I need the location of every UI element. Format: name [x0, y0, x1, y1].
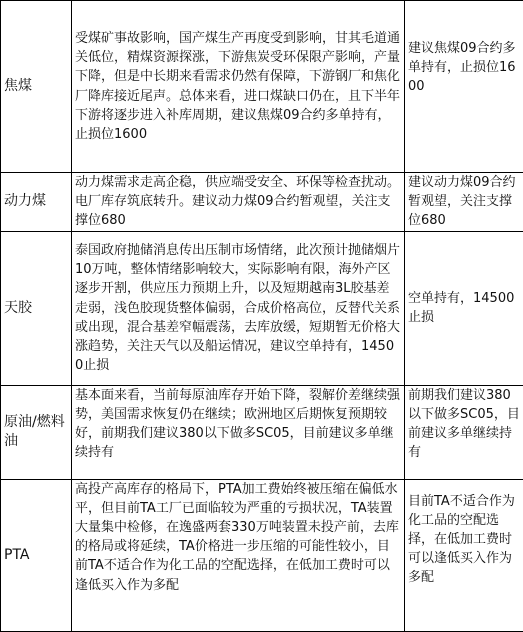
trade-suggestion: 建议焦煤09合约多单持有，止损位1600 — [405, 1, 523, 173]
table-row — [1, 479, 523, 631]
market-analysis: 动力煤需求走高企稳，供应端受安全、环保等检查扰动。电厂库存筑底转升。建议动力煤09合约暂观望，关注支撑位680 — [72, 173, 405, 232]
trade-suggestion: 空单持有，14500止损 — [405, 231, 523, 385]
market-analysis: 受煤矿事故影响，国产煤生产再度受到影响，甘其毛道通关低位，精煤资源探涨，下游焦炭受环保限产影响，产量下降，但是中长期来看需求仍然有保障，下游钢厂和焦化厂降库接近尾声。总体来看，进口煤缺口仍在，且下半年下游将逐步进入补库周期，建议焦煤09合约多单持有，止损位1600 — [72, 1, 405, 173]
market-analysis: 基本面来看，当前每原油库存开始下降，裂解价差继续强势，美国需求恢复仍在继续；欧洲地区后期恢复预期较好，前期我们建议380以下做多SC05，目前建议多单继续持有 — [72, 385, 405, 479]
trade-suggestion: 建议动力煤09合约暂观望，关注支撑位680 — [405, 173, 523, 232]
commodity-name: 焦煤 — [1, 1, 72, 173]
commodity-name: 天胶 — [1, 231, 72, 385]
commodity-name: 动力煤 — [1, 173, 72, 232]
commodity-name: 原油/燃料油 — [1, 385, 72, 479]
table-row — [1, 173, 523, 232]
table-row — [1, 231, 523, 385]
trade-suggestion: 前期我们建议380以下做多SC05，目前建议多单继续持有 — [405, 385, 523, 479]
commodity-name: PTA — [1, 479, 72, 631]
market-analysis: 泰国政府抛储消息传出压制市场情绪，此次预计抛储烟片10万吨，整体情绪影响较大，实际影响有限，海外产区逐步开割，供应压力预期上升，以及短期越南3L胶基差走弱，浅色胶现货整体偏弱，合成价格高位，反替代关系或出现，混合基差窄幅震荡，去库放缓，短期暂无价格大涨趋势，关注天气以及船运情况，建议空单持有，14500止损 — [72, 231, 405, 385]
table-row — [1, 1, 523, 173]
trade-suggestion: 目前TA不适合作为化工品的空配选择，在低加工费时可以逢低买入作为多配 — [405, 479, 523, 631]
market-analysis: 高投产高库存的格局下，PTA加工费始终被压缩在偏低水平，但目前TA工厂已面临较为严重的亏损状况，TA装置大量集中检修，在逸盛两套330万吨装置未投产前，去库的格局或将延续，TA价格进一步压缩的可能性较小，目前TA不适合作为化工品的空配选择，在低加工费时可以逢低买入作为多配 — [72, 479, 405, 631]
table-row — [1, 385, 523, 479]
